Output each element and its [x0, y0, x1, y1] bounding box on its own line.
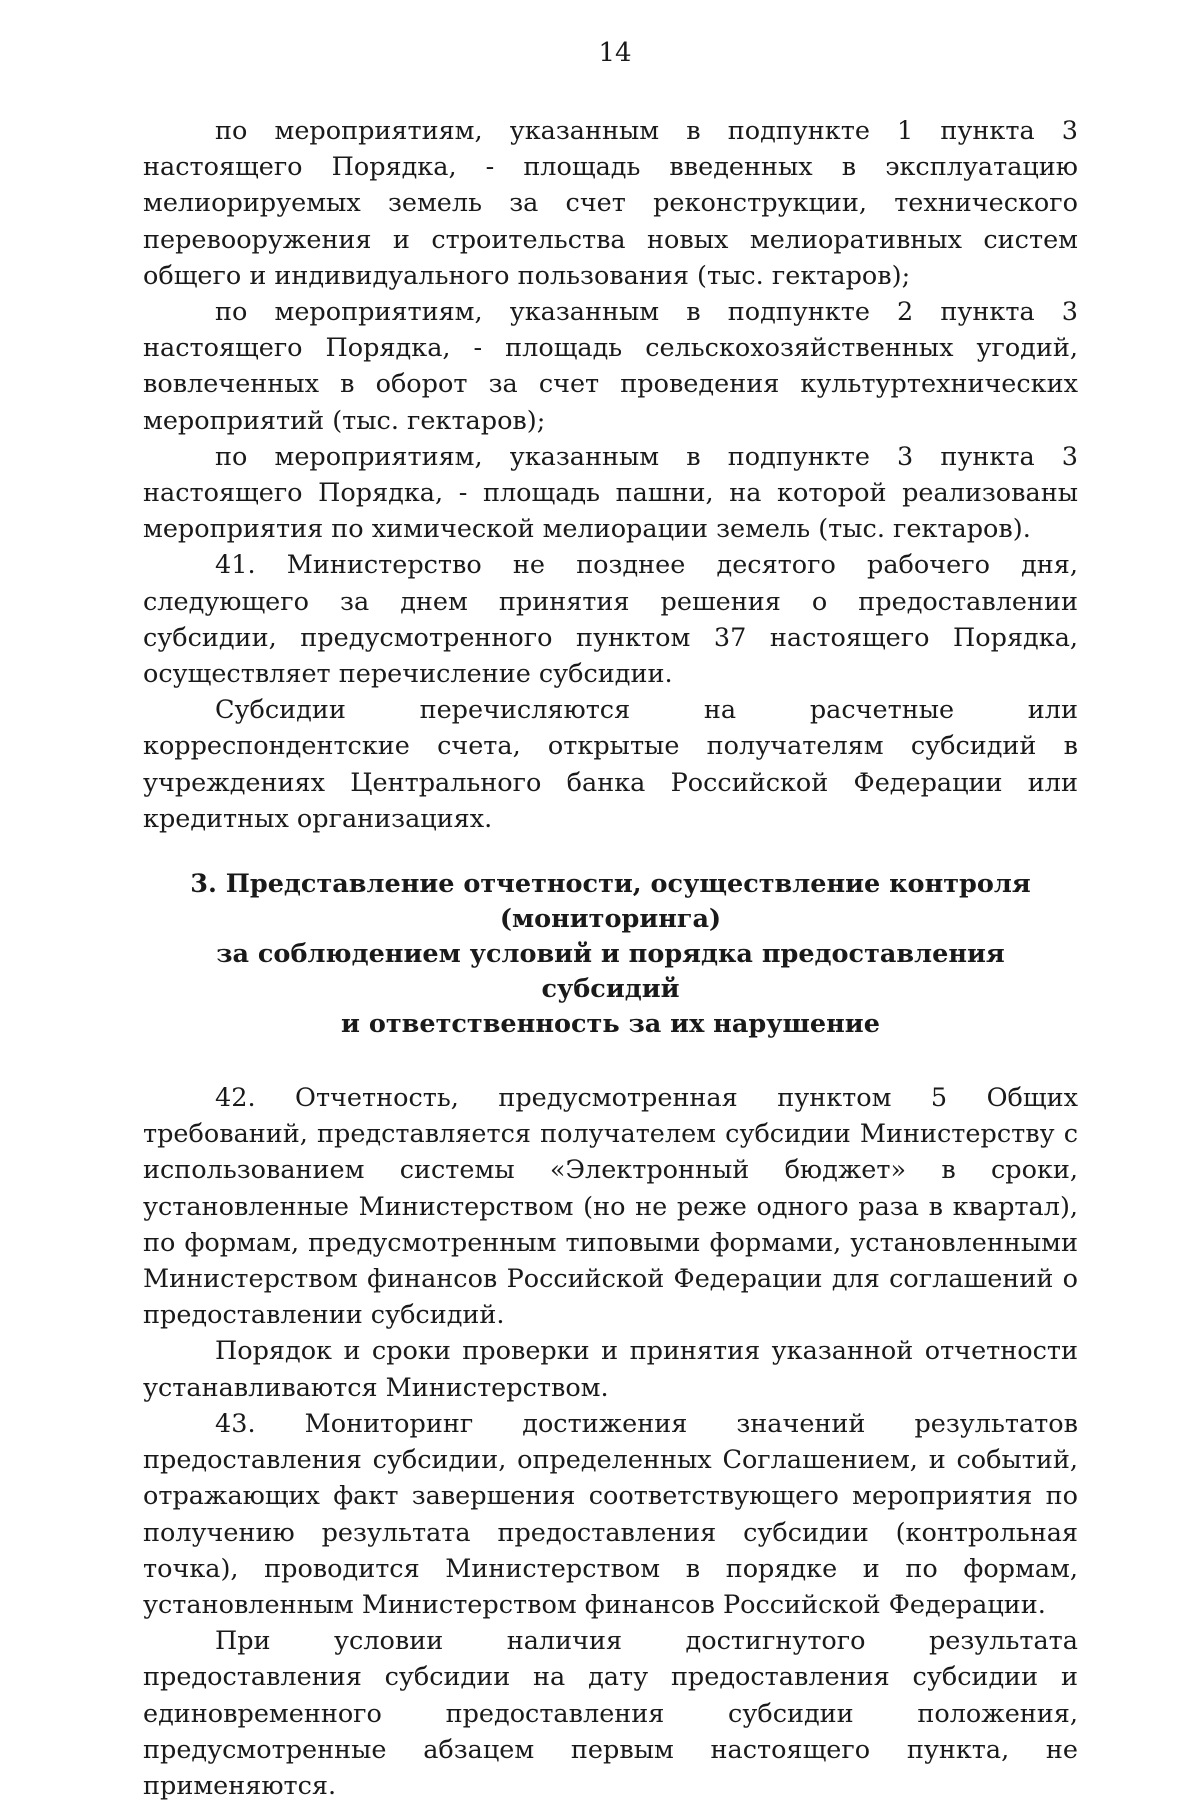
- paragraph-41-transfer: Субсидии перечисляются на расчетные или корреспондентские счета, открытые получателям субсидий в учреждениях Центрального банка Российской Федерации или кредитных организациях.: [143, 695, 1078, 834]
- paragraph-measures-1: по мероприятиям, указанным в подпункте 1 пункта 3 настоящего Порядка, - площадь введенных в эксплуатацию мелиорируемых земель за счет реконструкции, технического перевооружения и строительства новых мелиоративных систем общего и индивидуального пользования (тыс. гектаров);: [143, 116, 1078, 291]
- paragraph-43: 43. Мониторинг достижения значений результатов предоставления субсидии, определенных Соглашением, и событий, отражающих факт завершения соответствующего мероприятия по получению результата предоставления субсидии (контрольная точка), проводится Министерством в порядке и по формам, установленным Министерством финансов Российской Федерации.: [143, 1408, 1078, 1620]
- section-heading-line-3: и ответственность за их нарушение: [341, 1009, 880, 1040]
- page-number: 14: [598, 38, 632, 68]
- section-heading-line-2: за соблюдением условий и порядка предоставления субсидий: [216, 939, 1005, 1005]
- paragraph-42: 42. Отчетность, предусмотренная пунктом 5 Общих требований, представляется получателем субсидии Министерству с использованием системы «Электронный бюджет» в сроки, установленные Министерством (но не реже одного раза в квартал), по формам, предусмотренным типовыми формами, установленными Министерством финансов Российской Федерации для соглашений о предоставлении субсидий.: [143, 1083, 1078, 1331]
- section-heading-line-1: 3. Представление отчетности, осуществление контроля (мониторинга): [190, 869, 1031, 935]
- document-body: [143, 113, 1078, 1804]
- paragraph-43-condition: При условии наличия достигнутого результата предоставления субсидии на дату предоставления субсидии и единовременного предоставления субсидии положения, предусмотренные абзацем первым настоящего пункта, не применяются.: [143, 1626, 1078, 1801]
- paragraph-41: 41. Министерство не позднее десятого рабочего дня, следующего за днем принятия решения о предоставлении субсидии, предусмотренного пунктом 37 настоящего Порядка, осуществляет перечисление субсидии.: [143, 550, 1078, 690]
- paragraph-measures-2: по мероприятиям, указанным в подпункте 2 пункта 3 настоящего Порядка, - площадь сельскохозяйственных угодий, вовлеченных в оборот за счет проведения культуртехнических мероприятий (тыс. гектаров);: [143, 297, 1078, 436]
- section-heading: [143, 867, 1078, 1042]
- paragraph-42-procedure: Порядок и сроки проверки и принятия указанной отчетности устанавливаются Министерством.: [143, 1336, 1078, 1403]
- paragraph-measures-3: по мероприятиям, указанным в подпункте 3 пункта 3 настоящего Порядка, - площадь пашни, на которой реализованы мероприятия по химической мелиорации земель (тыс. гектаров).: [143, 441, 1078, 545]
